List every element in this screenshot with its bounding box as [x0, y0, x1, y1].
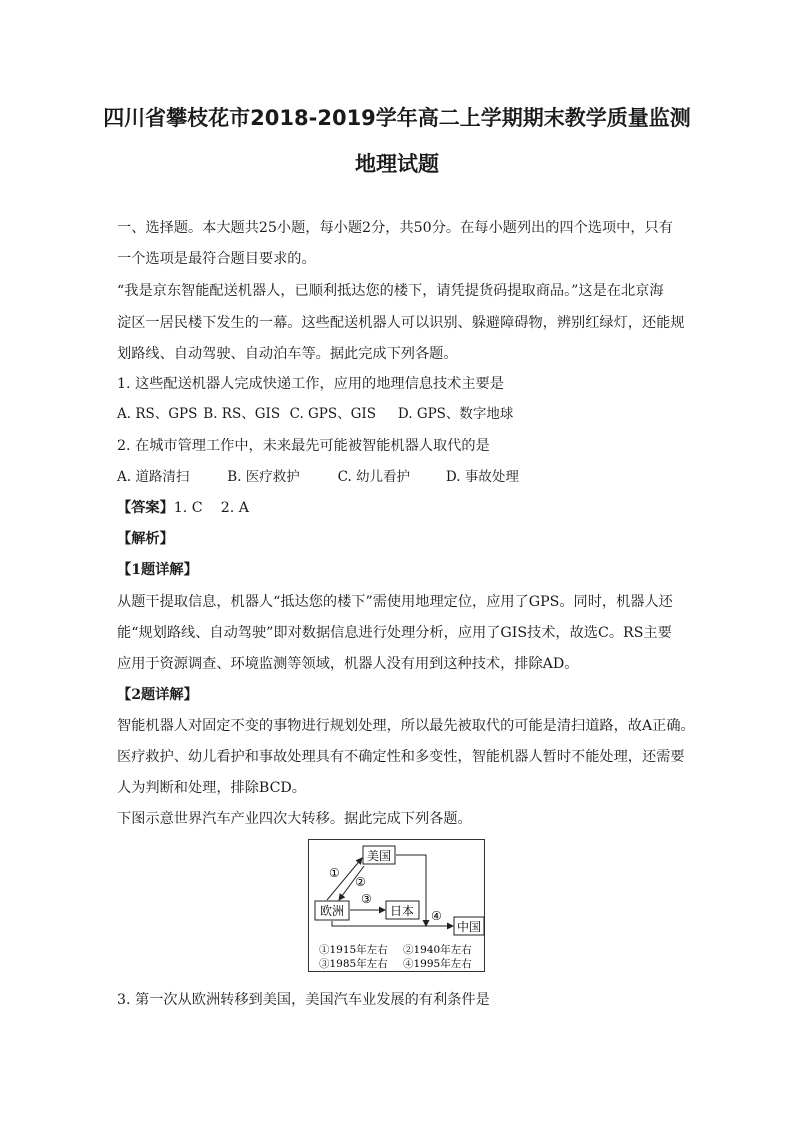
- option-b: B. RS、GIS: [203, 406, 281, 422]
- analysis-line: 从题干提取信息，机器人“抵达您的楼下”需使用地理定位，应用了GPS。同时，机器人还: [117, 594, 673, 610]
- option-c: C. 幼儿看护: [337, 469, 411, 485]
- analysis-label: 【解析】: [117, 531, 174, 547]
- answer-label: 【答案】: [117, 500, 174, 516]
- section-intro-line: 一个选项是最符合题目要求的。: [117, 251, 316, 267]
- option-d: D. 事故处理: [445, 469, 519, 485]
- legend-item: ④1995年左右: [403, 958, 472, 970]
- analysis-line: 应用于资源调查、环境监测等领域，机器人没有用到这种技术，排除AD。: [117, 656, 579, 672]
- auto-industry-transfer-diagram: [308, 839, 485, 972]
- answer-line: [117, 498, 687, 518]
- question-1-stem: 1. 这些配送机器人完成快递工作，应用的地理信息技术主要是: [117, 376, 504, 392]
- legend-item: ③1985年左右: [319, 958, 388, 970]
- china-node-label: 中国: [456, 920, 482, 934]
- answer-text: 1. C 2. A: [173, 500, 249, 516]
- marker-4: ④: [431, 909, 442, 923]
- question-1-options: [117, 404, 687, 424]
- diagram-svg: [309, 840, 486, 973]
- option-d: D. GPS、数字地球: [397, 406, 514, 422]
- japan-node-label: 日本: [389, 904, 415, 918]
- europe-node-label: 欧洲: [319, 904, 345, 918]
- q1-analysis-head: 【1题详解】: [117, 562, 198, 578]
- page-subtitle: 地理试题: [355, 152, 439, 176]
- marker-3: ③: [361, 892, 372, 906]
- analysis-line: 智能机器人对固定不变的事物进行规划处理，所以最先被取代的可能是清扫道路，故A正确。: [117, 718, 695, 734]
- legend-item: ①1915年左右: [319, 944, 388, 956]
- option-b: B. 医疗救护: [227, 469, 300, 485]
- option-a: A. 道路清扫: [117, 469, 190, 485]
- passage-line: 下图示意世界汽车产业四次大转移。据此完成下列各题。: [117, 811, 472, 827]
- option-a: A. RS、GPS: [117, 406, 198, 422]
- marker-2: ②: [355, 875, 366, 889]
- analysis-line: 能“规划路线、自动驾驶”即对数据信息进行处理分析，应用了GIS技术，故选C。RS主要: [117, 625, 672, 641]
- marker-1: ①: [329, 866, 340, 880]
- passage-line: “我是京东智能配送机器人，已顺利抵达您的楼下，请凭提货码提取商品。”这是在北京海: [117, 283, 664, 299]
- analysis-line: 医疗救护、幼儿看护和事故处理具有不确定性和多变性，智能机器人暂时不能处理，还需要: [117, 749, 685, 765]
- legend-item: ②1940年左右: [403, 944, 472, 956]
- passage-line: 划路线、自动驾驶、自动泊车等。据此完成下列各题。: [117, 346, 458, 362]
- q2-analysis-head: 【2题详解】: [117, 687, 198, 703]
- option-c: C. GPS、GIS: [289, 406, 377, 422]
- section-intro-line: 一、选择题。本大题共25小题，每小题2分，共50分。在每小题列出的四个选项中，只有: [117, 220, 673, 236]
- passage-line: 淀区一居民楼下发生的一幕。这些配送机器人可以识别、躲避障碍物，辨别红绿灯，还能规: [117, 315, 685, 331]
- question-3-stem: 3. 第一次从欧洲转移到美国，美国汽车业发展的有利条件是: [117, 992, 490, 1008]
- analysis-line: 人为判断和处理，排除BCD。: [117, 780, 306, 796]
- page-title: 四川省攀枝花市2018-2019学年高二上学期期末教学质量监测: [103, 106, 691, 130]
- question-2-options: [117, 467, 687, 487]
- usa-node-label: 美国: [366, 849, 392, 863]
- question-2-stem: 2. 在城市管理工作中，未来最先可能被智能机器人取代的是: [117, 438, 490, 454]
